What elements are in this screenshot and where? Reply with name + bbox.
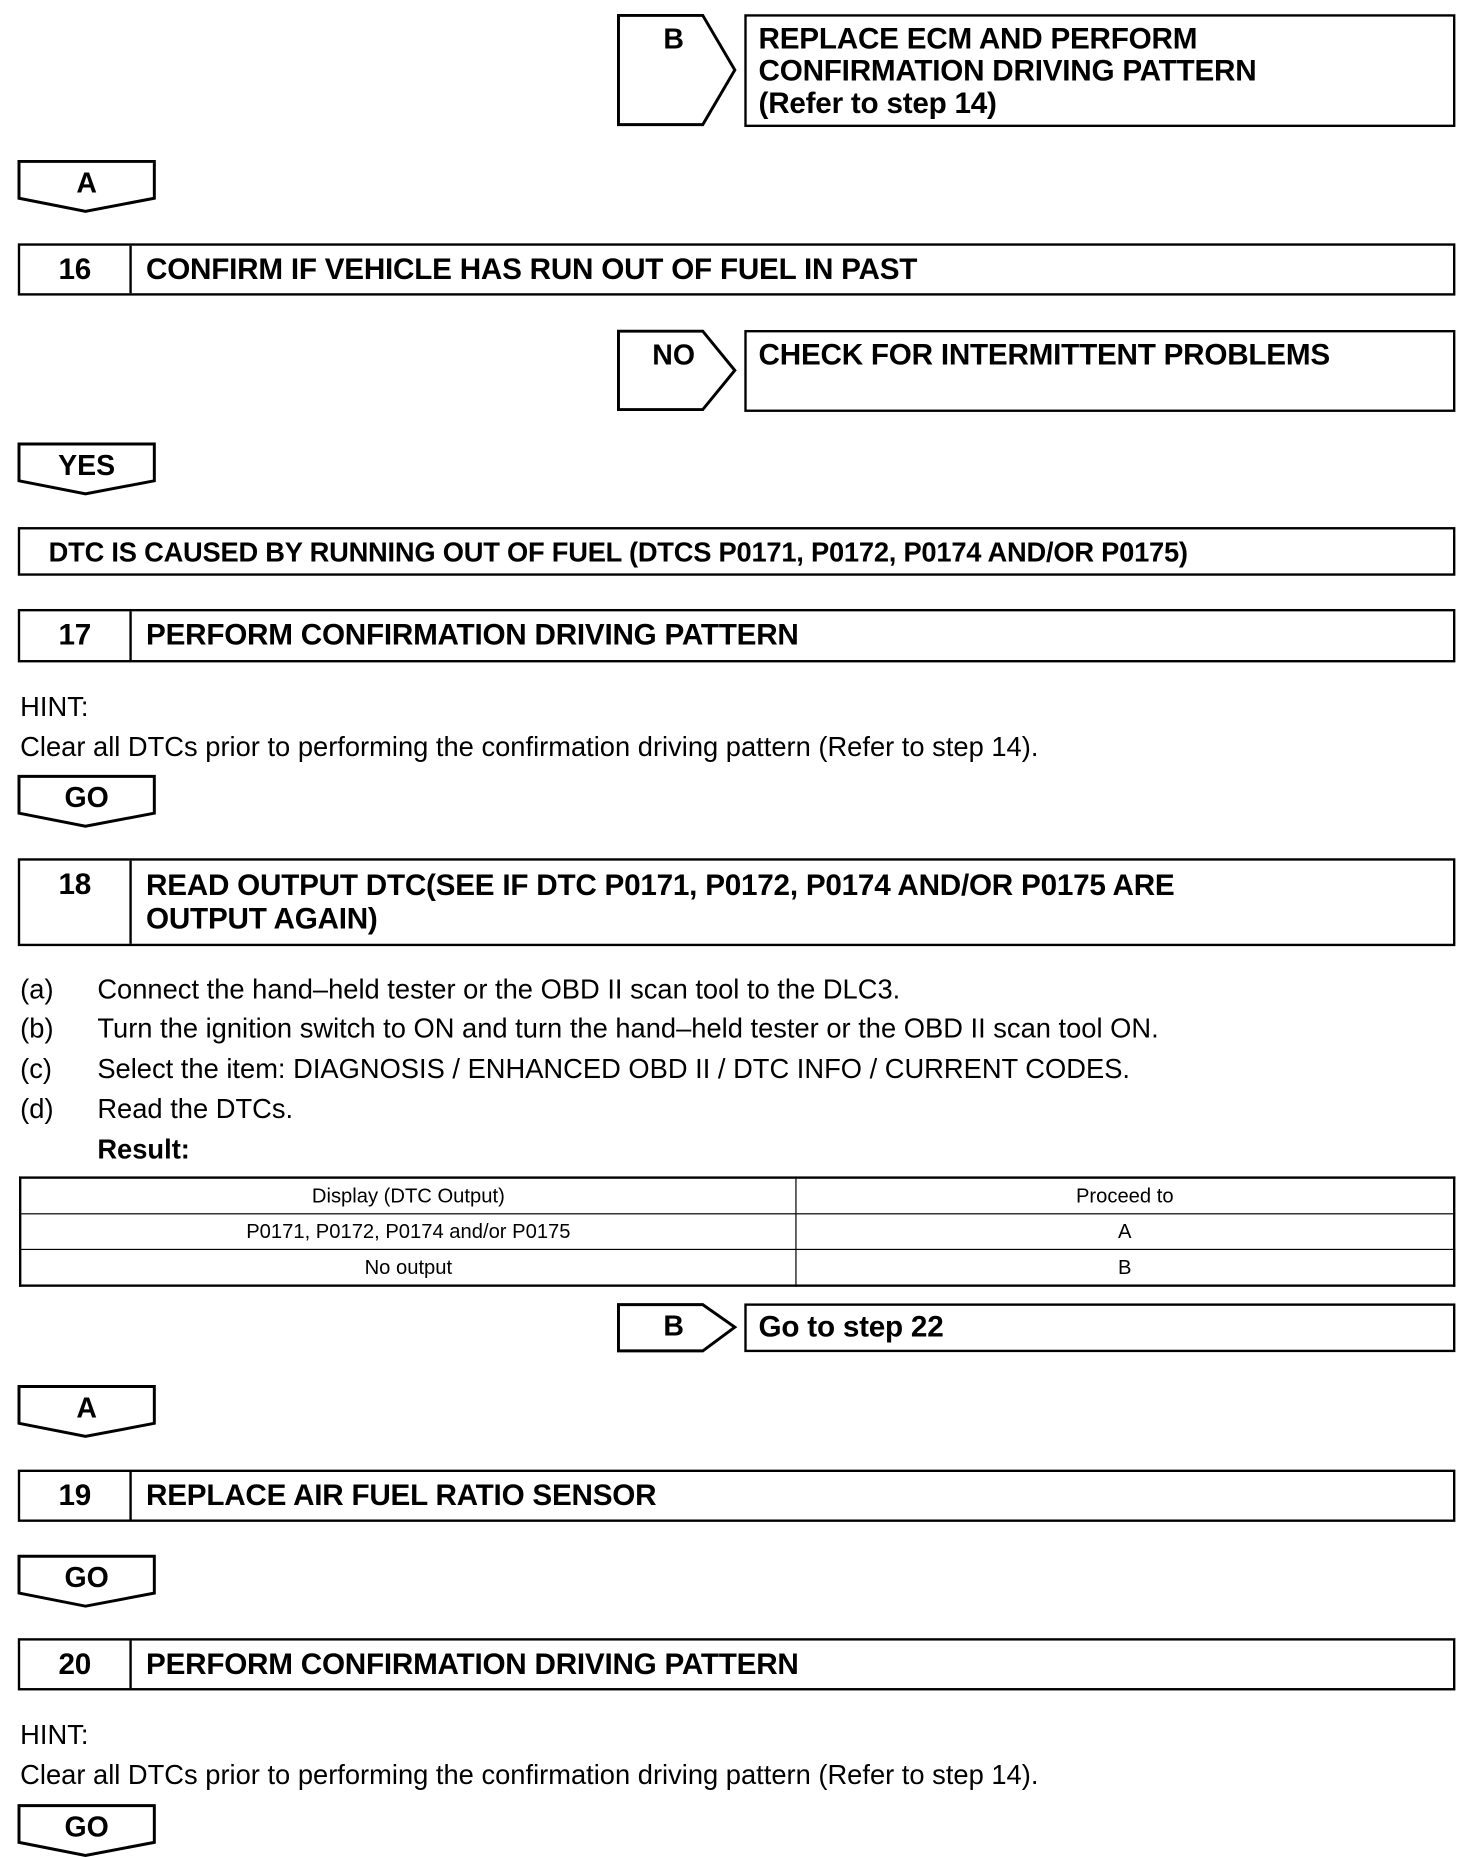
table-cell: P0171, P0172, P0174 and/or P0175 (20, 1214, 796, 1250)
step-marker: (d) (20, 1093, 54, 1125)
table-row (20, 1214, 1454, 1250)
result-text: Go to step 22 (758, 1310, 944, 1344)
step-title (146, 869, 1441, 935)
step-text: Turn the ignition switch to ON and turn the hand–held tester or the OBD II scan tool ON. (97, 1012, 1159, 1044)
table-cell: No output (20, 1249, 796, 1285)
step-16-header (18, 243, 1456, 295)
arrow-yes-tag (18, 443, 156, 495)
branch-no-tag (617, 330, 736, 411)
dtc-cause-box (18, 527, 1456, 576)
step-number: 17 (20, 611, 132, 660)
table-header: Proceed to (796, 1178, 1454, 1214)
arrow-a-tag (18, 160, 156, 212)
title-line: READ OUTPUT DTC(SEE IF DTC P0171, P0172, P0174 AND/OR P0175 ARE (146, 868, 1175, 903)
arrow-label: GO (64, 782, 109, 815)
arrow-go3-tag (18, 1804, 156, 1856)
branch-label: NO (652, 339, 696, 372)
branch-b2-tag (617, 1303, 736, 1352)
dtc-cause-text: DTC IS CAUSED BY RUNNING OUT OF FUEL (DTCS P0171, P0172, P0174 AND/OR P0175) (48, 536, 1188, 568)
result-line: (Refer to step 14) (758, 86, 997, 120)
step-marker: (a) (20, 973, 54, 1005)
hint-label: HINT: (20, 690, 89, 722)
branch-label: B (663, 23, 684, 56)
arrow-a2-tag (18, 1385, 156, 1437)
arrow-go2-tag (18, 1555, 156, 1607)
step-number: 18 (20, 861, 132, 944)
result-label: Result: (97, 1133, 190, 1165)
branch-label: B (663, 1310, 684, 1343)
arrow-label: A (76, 167, 97, 200)
step-18-header (18, 858, 1456, 946)
step-title: PERFORM CONFIRMATION DRIVING PATTERN (146, 1647, 799, 1681)
step-number: 16 (20, 246, 132, 293)
step-title: PERFORM CONFIRMATION DRIVING PATTERN (146, 618, 799, 652)
hint-text: Clear all DTCs prior to performing the confirmation driving pattern (Refer to step 14). (20, 731, 1039, 763)
table-row (20, 1249, 1454, 1285)
title-line: OUTPUT AGAIN) (146, 902, 378, 936)
table-cell: A (796, 1214, 1454, 1250)
step-text: Read the DTCs. (97, 1093, 294, 1125)
step-marker: (c) (20, 1052, 53, 1084)
result-table (19, 1176, 1455, 1286)
result-text: CHECK FOR INTERMITTENT PROBLEMS (758, 338, 1330, 372)
branch-no-result (744, 330, 1455, 412)
step-19-header (18, 1470, 1456, 1522)
arrow-label: GO (64, 1562, 109, 1595)
step-17-header (18, 609, 1456, 662)
arrow-label: YES (58, 449, 116, 482)
arrow-label: GO (64, 1811, 109, 1844)
branch-b2-result (744, 1303, 1455, 1352)
branch-b-tag (617, 14, 736, 126)
hint-text: Clear all DTCs prior to performing the confirmation driving pattern (Refer to step 14). (20, 1759, 1039, 1791)
step-number: 19 (20, 1472, 132, 1519)
step-text: Select the item: DIAGNOSIS / ENHANCED OBD II / DTC INFO / CURRENT CODES. (97, 1052, 1130, 1084)
branch-b-result (744, 14, 1455, 127)
step-number: 20 (20, 1641, 132, 1688)
arrow-label: A (76, 1392, 97, 1425)
arrow-go-tag (18, 775, 156, 827)
result-line: CONFIRMATION DRIVING PATTERN (758, 54, 1257, 88)
hint-label: HINT: (20, 1718, 89, 1750)
step-marker: (b) (20, 1012, 54, 1044)
table-cell: B (796, 1249, 1454, 1285)
result-line: REPLACE ECM AND PERFORM (758, 22, 1198, 56)
step-title: CONFIRM IF VEHICLE HAS RUN OUT OF FUEL IN PAST (146, 252, 918, 287)
step-20-header (18, 1638, 1456, 1690)
table-header: Display (DTC Output) (20, 1178, 796, 1214)
step-text: Connect the hand–held tester or the OBD II scan tool to the DLC3. (97, 973, 901, 1005)
table-header-row (20, 1178, 1454, 1214)
step-title: REPLACE AIR FUEL RATIO SENSOR (146, 1479, 657, 1513)
